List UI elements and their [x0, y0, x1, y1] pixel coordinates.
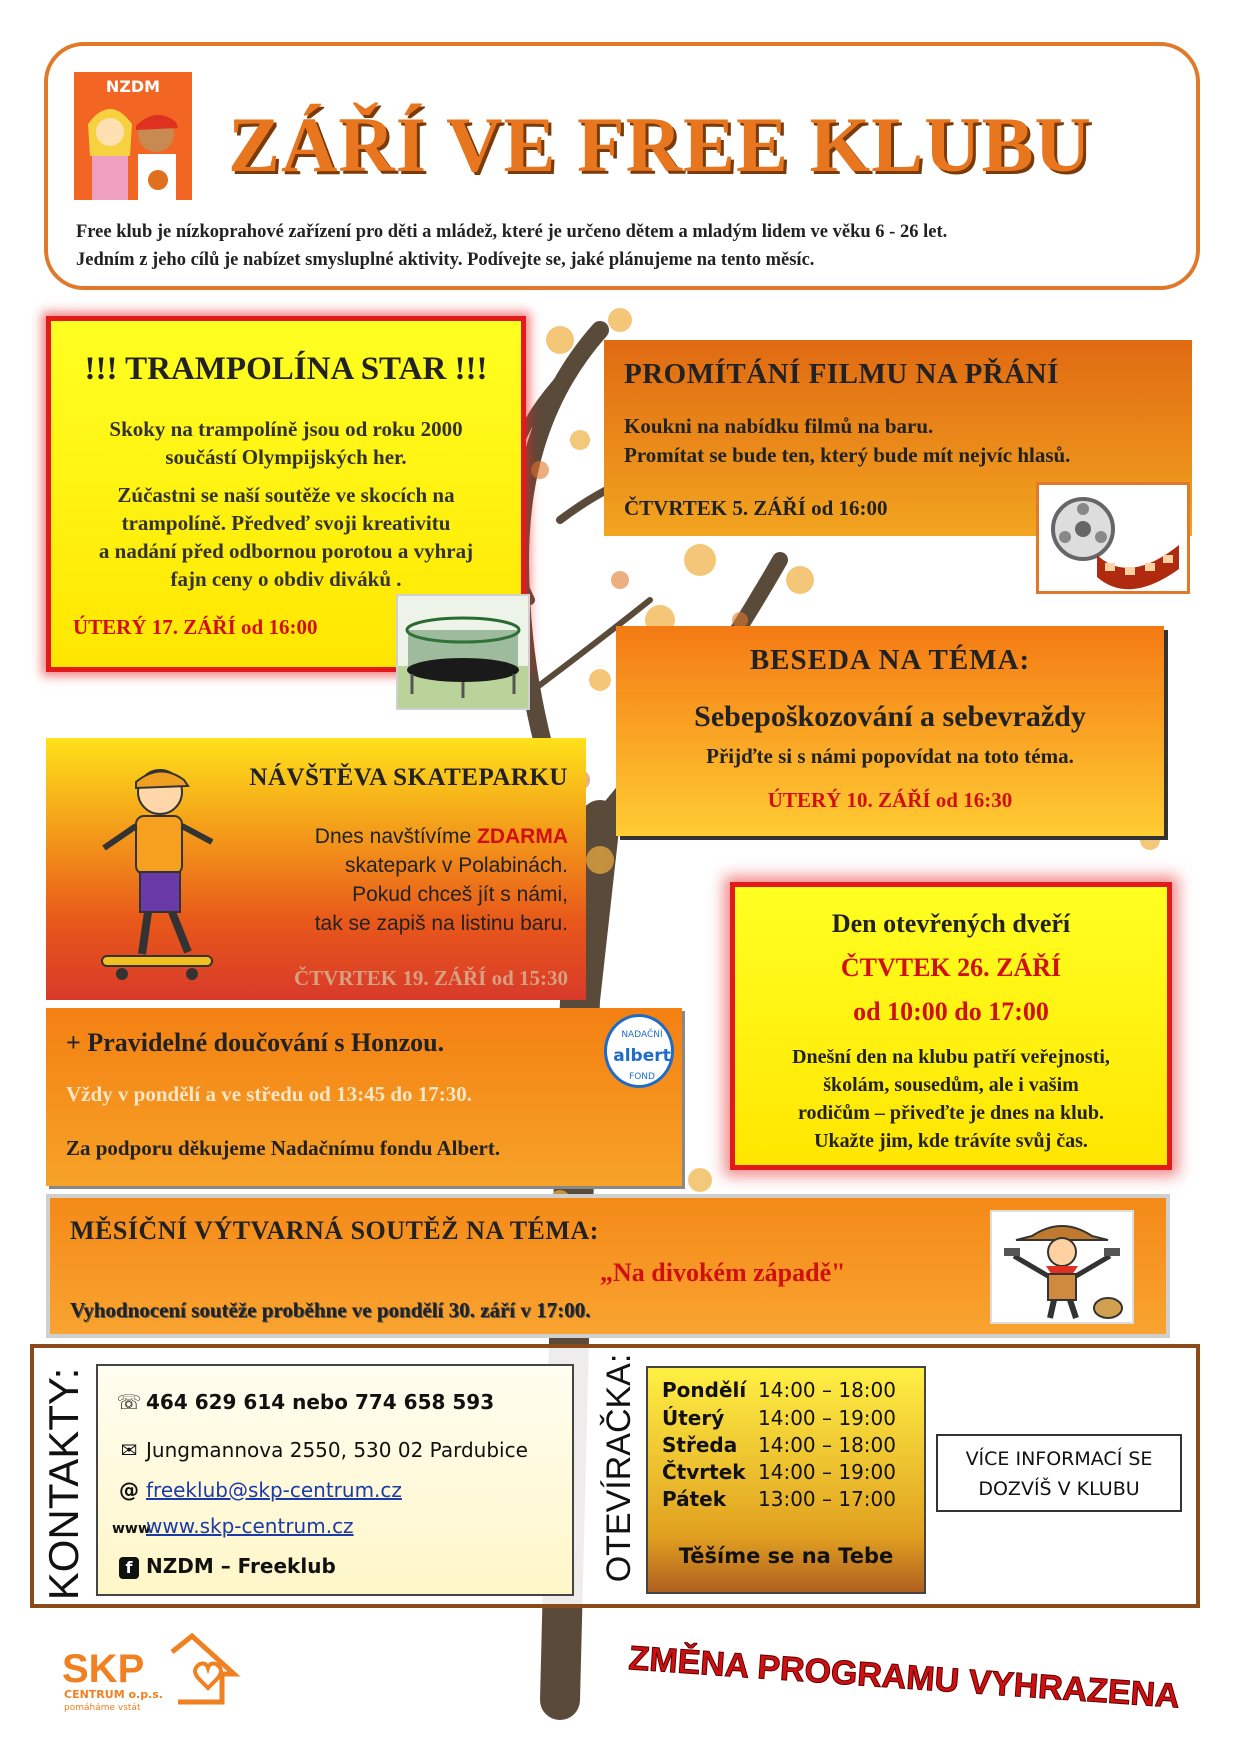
- film-date: ČTVRTEK 5. ZÁŘÍ od 16:00: [624, 496, 888, 520]
- skatepark-title: NÁVŠTĚVA SKATEPARKU: [249, 764, 568, 791]
- intro-line-2: Jedním z jeho cílů je nabízet smysluplné aktivity. Podívejte se, jaké plánujeme na tento měsíc.: [76, 250, 815, 270]
- opening-hours-box: [646, 1366, 926, 1594]
- hours-row: Čtvrtek 14:00 – 19:00: [662, 1460, 896, 1484]
- envelope-icon: ✉: [120, 1438, 138, 1462]
- beseda-text: Přijďte si s námi popovídat na toto téma.: [706, 744, 1074, 768]
- tutoring-panel: [46, 1008, 682, 1186]
- skatepark-line-2: skatepark v Polabinách.: [345, 854, 568, 877]
- more-info-line-2: DOZVÍŠ V KLUBU: [978, 1478, 1140, 1500]
- trampolina-p2-line-3: a nadání před odbornou porotou a vyhraj: [98, 539, 474, 563]
- film-line-2: Promítat se bude ten, který bude mít nejvíc hlasů.: [624, 443, 1071, 467]
- film-reel-image: [1036, 482, 1190, 594]
- albert-fund-logo: [604, 1014, 674, 1088]
- trampolina-date: ÚTERÝ 17. ZÁŘÍ od 16:00: [73, 615, 318, 639]
- at-icon: @: [119, 1478, 139, 1502]
- program-change-notice: [620, 1628, 1181, 1728]
- tutoring-title: + Pravidelné doučování s Honzou.: [66, 1028, 445, 1057]
- web-row: [112, 1514, 354, 1538]
- skatepark-line-1-text: Dnes navštívíme: [314, 825, 478, 848]
- phone-number: 464 629 614 nebo 774 658 593: [146, 1390, 495, 1414]
- opening-hours-vertical-label: [594, 1338, 640, 1598]
- phone-row: [112, 1390, 494, 1414]
- skatepark-line-3: Pokud chceš jít s námi,: [352, 883, 568, 906]
- opening-label-text: OTEVÍRAČKA:: [600, 1353, 638, 1583]
- email-link[interactable]: freeklub@skp-centrum.cz: [146, 1478, 402, 1502]
- trampolina-title: !!! TRAMPOLÍNA STAR !!!: [84, 351, 488, 387]
- nzdm-logo: [74, 72, 192, 200]
- tutoring-thanks: Za podporu děkujeme Nadačnímu fondu Albert.: [66, 1136, 501, 1160]
- contest-evaluation: Vyhodnocení soutěže proběhne ve pondělí 30. září v 17:00.: [70, 1298, 591, 1322]
- beseda-subject: Sebepoškozování a sebevraždy: [694, 700, 1086, 733]
- skp-logo-text: SKP: [62, 1647, 145, 1691]
- web-link[interactable]: www.skp-centrum.cz: [146, 1514, 354, 1538]
- address-row: [112, 1438, 528, 1462]
- beseda-panel: [616, 626, 1164, 836]
- skp-logo-sub-2: pomáháme vstát: [64, 1703, 141, 1713]
- contacts-box: [96, 1364, 574, 1596]
- web-icon: www: [112, 1521, 151, 1537]
- albert-badge-mid: albert: [613, 1046, 671, 1066]
- trampolina-p1-line-1: Skoky na trampolíně jsou od roku 2000: [109, 417, 463, 441]
- hours-row: Pondělí 14:00 – 18:00: [662, 1378, 896, 1402]
- zdarma-highlight: ZDARMA: [477, 825, 568, 848]
- intro-text: [76, 218, 1176, 274]
- email-row: [112, 1478, 402, 1502]
- open-day-line-4: Ukažte jim, kde trávíte svůj čas.: [814, 1130, 1088, 1152]
- trampolina-p2-line-1: Zúčastni se naší soutěže ve skocích na: [117, 483, 455, 507]
- open-day-title: Den otevřených dveří: [831, 909, 1071, 938]
- skp-logo-sub-1: CENTRUM o.p.s.: [64, 1688, 163, 1701]
- beseda-title: BESEDA NA TÉMA:: [749, 644, 1031, 676]
- skatepark-date: ČTVRTEK 19. ZÁŘÍ od 15:30: [293, 966, 568, 990]
- facebook-icon: f: [112, 1554, 146, 1579]
- program-change-text: ZMĚNA PROGRAMU VYHRAZENA: [627, 1639, 1181, 1716]
- skater-illustration: [96, 762, 216, 982]
- open-day-line-3: rodičům – přiveďte je dnes na klub.: [798, 1102, 1104, 1124]
- skatepark-line-1: [315, 822, 568, 851]
- trampolina-paragraph-1: [51, 415, 521, 471]
- open-day-time: od 10:00 do 17:00: [853, 997, 1049, 1026]
- skatepark-text: [315, 822, 568, 938]
- tutoring-schedule: Vždy v pondělí a ve středu od 13:45 do 17:30.: [66, 1082, 473, 1106]
- facebook-name: NZDM – Freeklub: [146, 1554, 336, 1578]
- contest-title: MĚSÍČNÍ VÝTVARNÁ SOUTĚŽ NA TÉMA:: [70, 1216, 599, 1245]
- film-text: [624, 412, 1070, 470]
- page-title: ZÁŘÍ VE FREE KLUBU: [228, 101, 1092, 188]
- facebook-row: [112, 1554, 336, 1579]
- address-text: Jungmannova 2550, 530 02 Pardubice: [146, 1438, 528, 1462]
- albert-badge-bottom: FOND: [629, 1072, 655, 1082]
- film-title: PROMÍTÁNÍ FILMU NA PŘÁNÍ: [624, 358, 1059, 390]
- cowboy-illustration: [990, 1210, 1134, 1324]
- trampolina-p2-line-4: fajn ceny o obdiv diváků .: [170, 567, 402, 591]
- skp-centrum-logo: [62, 1632, 242, 1722]
- logo-text: NZDM: [105, 77, 161, 96]
- contacts-label-text: KONTAKTY:: [40, 1367, 87, 1601]
- open-day-line-2: školám, sousedům, ale i vašim: [823, 1074, 1079, 1096]
- trampolina-p1-line-2: součástí Olympijských her.: [165, 445, 407, 469]
- trampolina-p2-line-2: trampolíně. Předveď svoji kreativitu: [121, 511, 451, 535]
- contacts-vertical-label: [36, 1367, 96, 1601]
- film-line-1: Koukni na nabídku filmů na baru.: [624, 414, 934, 438]
- trampoline-image: [396, 594, 530, 710]
- intro-line-1: Free klub je nízkoprahové zařízení pro děti a mládež, které je určeno dětem a mladým lidem ve věku 6 - 26 let.: [76, 222, 948, 242]
- open-day-date: ČTVTEK 26. ZÁŘÍ: [840, 953, 1062, 982]
- open-day-panel: [730, 882, 1172, 1170]
- hours-row: Středa 14:00 – 18:00: [662, 1433, 896, 1457]
- beseda-date: ÚTERÝ 10. ZÁŘÍ od 16:30: [767, 788, 1013, 812]
- hours-row: Úterý 14:00 – 19:00: [662, 1406, 896, 1430]
- contest-subject: „Na divokém západě": [600, 1258, 846, 1287]
- more-info-box: [936, 1434, 1182, 1512]
- more-info-line-1: VÍCE INFORMACÍ SE: [965, 1448, 1153, 1470]
- albert-badge-top: NADAČNÍ: [621, 1030, 663, 1040]
- hours-row: Pátek 13:00 – 17:00: [662, 1487, 896, 1511]
- closing-greeting: Těšíme se na Tebe: [678, 1544, 894, 1568]
- phone-icon: ☏: [116, 1390, 142, 1414]
- open-day-line-1: Dnešní den na klubu patří veřejnosti,: [792, 1046, 1110, 1068]
- open-day-text: [735, 1043, 1167, 1155]
- trampolina-paragraph-2: [51, 481, 521, 593]
- skatepark-line-4: tak se zapiš na listinu baru.: [314, 912, 568, 935]
